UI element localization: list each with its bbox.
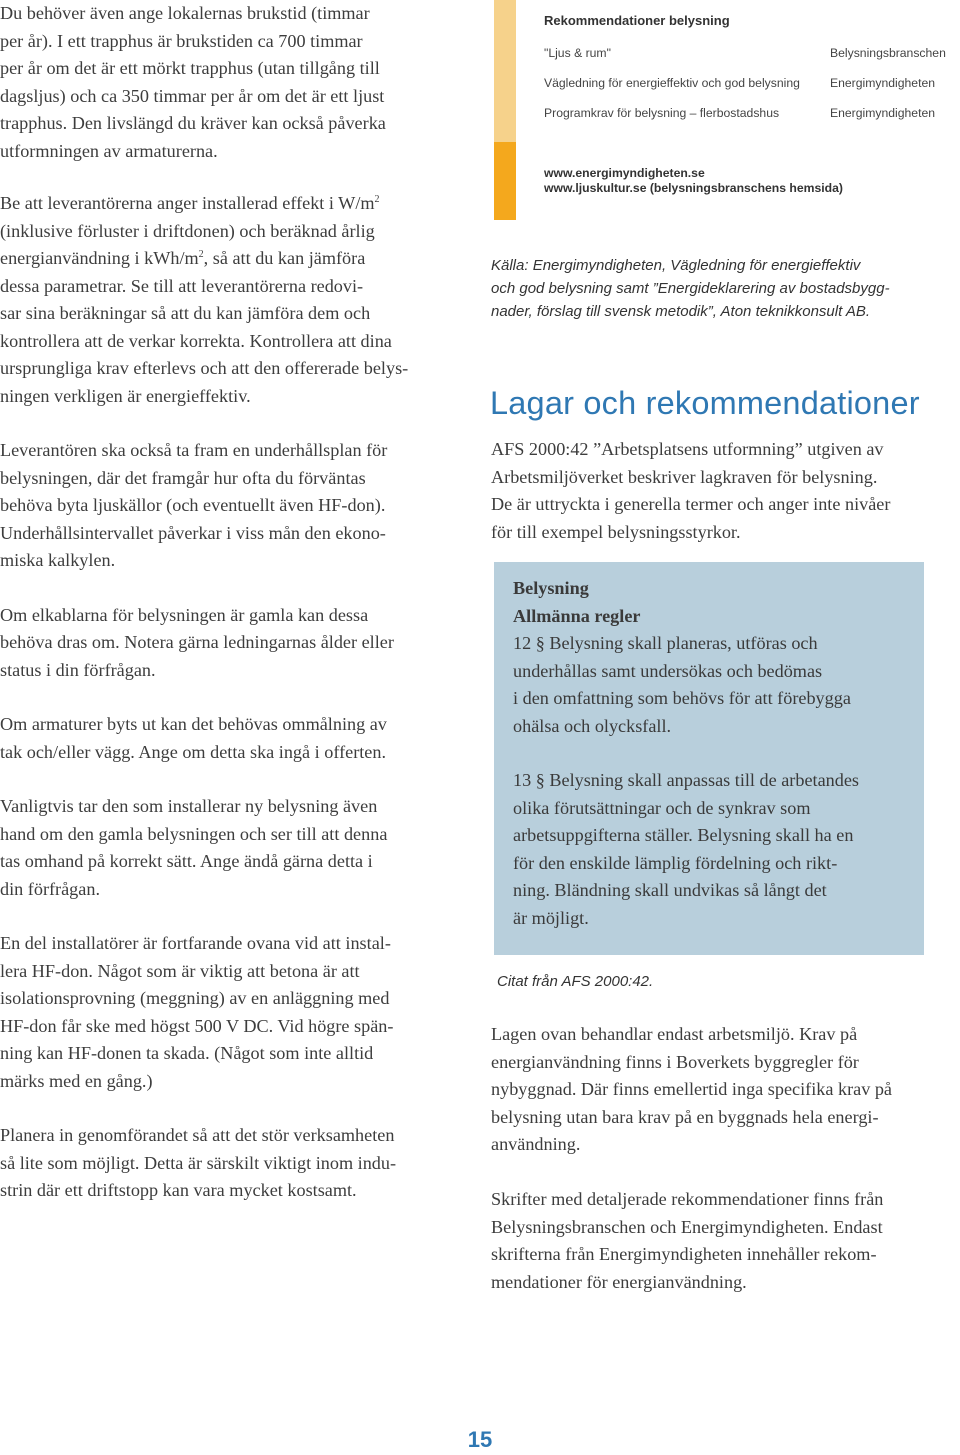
paragraph-underhallsplan: Leverantören ska också ta fram en underhållsplan för belysningen, där det framgår hur ofta du förväntas behöva byta ljuskällor (och eventuellt även HF-don). Underhållsintervallet påverkar i viss mån den ekono- miska kalkylen.	[0, 440, 388, 570]
quote-paragraph-12: 12 § Belysning skall planeras, utföras och underhållas samt undersökas och bedömas i den omfattning som behövs för att förebygga ohälsa och olycksfall.	[513, 633, 851, 736]
quote-paragraph-13: 13 § Belysning skall anpassas till de arbetandes olika förutsättningar och de synkrav som arbetsuppgifterna ställer. Belysning skall ha en för den enskilde lämplig fördelning och rikt- ning. Bländning skall undvikas så långt det är möjligt.	[513, 770, 859, 928]
link-energimyndigheten[interactable]: www.energimyndigheten.se	[544, 166, 705, 180]
paragraph-elkablar: Om elkablarna för belysningen är gamla kan dessa behöva dras om. Notera gärna ledningarnas ålder eller status i din förfrågan.	[0, 604, 394, 680]
quote-heading: Belysning	[513, 578, 589, 598]
quote-subheading: Allmänna regler	[513, 605, 641, 626]
accent-bar-bright	[494, 142, 516, 220]
recommendation-source: Energimyndigheten	[830, 76, 936, 90]
recommendation-row	[544, 46, 960, 60]
paragraph-gamla-belysningen: Vanligtvis tar den som installerar ny belysning även hand om den gamla belysningen och ser till att denna tas omhand på korrekt sätt. Ange ändå gärna detta i din förfrågan.	[0, 796, 388, 899]
source-note: Källa: Energimyndigheten, Vägledning för energieffektiv och god belysning samt ”Energideklarering av bostadsbygg- nader, förslag till svensk metodik”, Aton teknikkonsult AB.	[491, 257, 890, 320]
recommendation-name: "Ljus & rum"	[544, 46, 611, 60]
recommendation-name: Programkrav för belysning – flerbostadshus	[544, 106, 780, 120]
paragraph-lagen: Lagen ovan behandlar endast arbetsmiljö. Krav på energianvändning finns i Boverkets byggregler för nybyggnad. Där finns emellertid inga specifika krav på belysning utan bara krav på en byggnads hela energi- användning.	[491, 1024, 893, 1154]
recommendation-source: Belysningsbranschen	[830, 46, 946, 60]
recommendations-box	[494, 0, 960, 220]
paragraph-hf-don: En del installatörer är fortfarande ovana vid att instal- lera HF-don. Något som är viktig att betona är att isolationsprovning (meggning) av en anläggning med HF-don får ske med högst 500 V DC. Vid högre spän- ning kan HF-donen ta skada. (Något som inte alltid märks med en gång.)	[0, 933, 394, 1091]
section-heading: Lagar och rekommendationer	[490, 385, 920, 421]
paragraph-genomforande: Planera in genomförandet så att det stör verksamheten så lite som möjligt. Detta är särskilt viktigt inom indu- strin där ett driftstopp kan vara mycket kostsamt.	[0, 1125, 397, 1200]
citation: Citat från AFS 2000:42.	[497, 973, 654, 990]
paragraph-effekt: Be att leverantörerna anger installerad effekt i $W/m^2$ (inklusive förluster i driftdonen) och beräknad årlig energianvändning i kWh/$m^2$, så att du kan jämföra dessa parametrar. Se till att leverantörerna redovi- sar sina beräkningar så att du kan jämföra dem och kontrollera att de verkar korrekta. Kontrollera att dina ursprungliga krav efterlevs och att den offererade belys- ningen verkligen är energieffektiv.	[0, 193, 409, 406]
page-number: 15	[467, 1427, 493, 1452]
recommendation-row	[544, 106, 960, 120]
recommendation-links	[544, 166, 843, 196]
recommendation-name: Vägledning för energieffektiv och god belysning	[544, 76, 800, 90]
paragraph-afs-intro: AFS 2000:42 ”Arbetsplatsens utformning” utgiven av Arbetsmiljöverket beskriver lagkraven för belysning. De är uttryckta i generella termer och anger inte nivåer för till exempel belysningsstyrkor.	[491, 439, 891, 542]
recommendation-source: Energimyndigheten	[830, 106, 936, 120]
regulation-quote-box	[494, 562, 924, 955]
link-ljuskultur[interactable]: www.ljuskultur.se (belysningsbranschens hemsida)	[544, 181, 843, 195]
accent-bar-pale	[494, 0, 516, 142]
paragraph-skrifter: Skrifter med detaljerade rekommendationer finns från Belysningsbranschen och Energimyndigheten. Endast skrifterna från Energimyndigheten innehåller rekom- mendationer för energianvändning.	[491, 1189, 884, 1292]
recommendation-row	[544, 76, 960, 90]
recommendations-title: Rekommendationer belysning	[544, 13, 730, 28]
quote-spacer	[513, 740, 924, 767]
paragraph-brukstid: Du behöver även ange lokalernas brukstid (timmar per år). I ett trapphus är brukstiden ca 700 timmar per år om det är ett mörkt trapphus (utan tillgång till dagsljus) och ca 350 timmar per år om det är ett ljust trapphus. Den livslängd du kräver kan också påverka utformningen av armaturerna.	[0, 3, 386, 161]
left-column	[0, 0, 470, 1232]
paragraph-ommalning: Om armaturer byts ut kan det behövas ommålning av tak och/eller vägg. Ange om detta ska ingå i offerten.	[0, 714, 387, 762]
